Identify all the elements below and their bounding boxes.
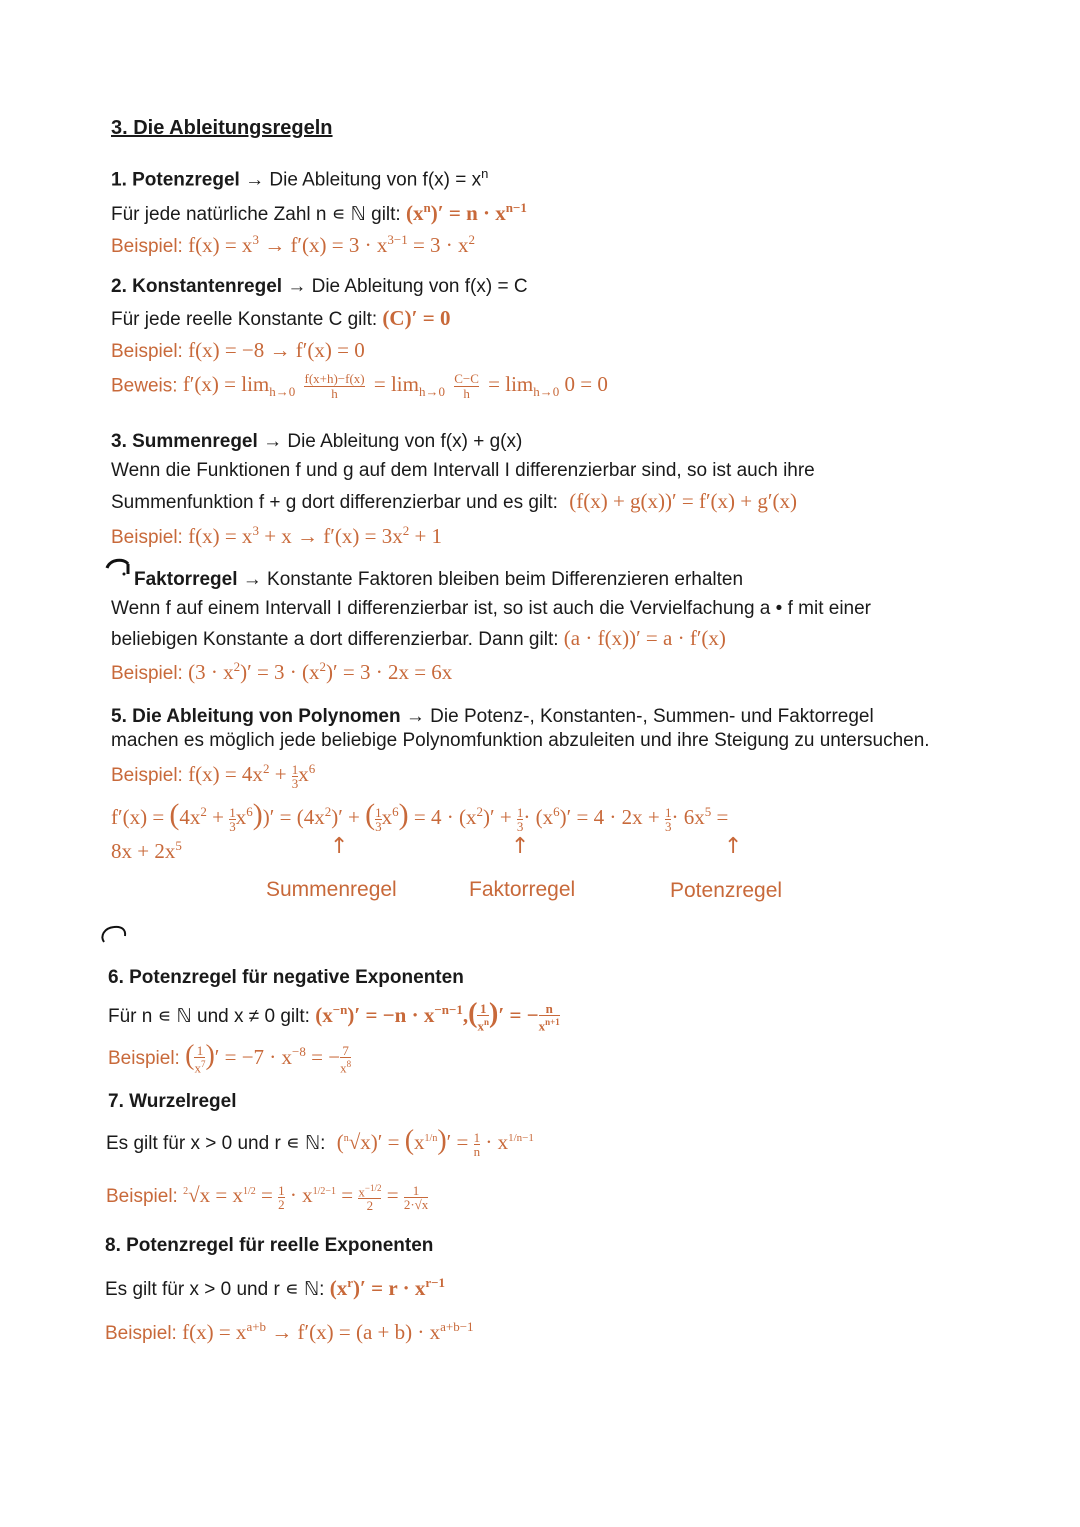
- handwritten-four-mark: [104, 556, 134, 578]
- rule4-example: [111, 655, 452, 686]
- rule8-example: [105, 1315, 474, 1346]
- rule7-title: 7. Wurzelregel: [108, 1091, 237, 1112]
- rule4-text-1: Wenn f auf einem Intervall I differenzierbar ist, so ist auch die Vervielfachung a • f mit einer: [111, 598, 871, 619]
- rule5-result: $8x + 2x^5$: [111, 838, 182, 863]
- example-label: Beispiel:: [105, 1323, 177, 1344]
- rule3-text-2: Summenfunktion f + g dort differenzierbar und es gilt:: [111, 492, 558, 513]
- rule1-desc: Die Ableitung von f(x) = x: [269, 169, 482, 191]
- label-potenzregel: Potenzregel: [670, 879, 783, 902]
- rule7-statement: [106, 1126, 534, 1160]
- example-label: Beispiel:: [111, 765, 183, 786]
- rule6-example-formula: ( $\frac{1}{x^7}$ )′ = $-7 \cdot x^{-8}$ = − $\frac{7}{x^8}$: [185, 1040, 352, 1076]
- rule8-text: Es gilt für x > 0 und r ∊ ℕ:: [105, 1279, 325, 1300]
- rule8-formula: $(x^r)' = r \cdot x^{r-1}$: [329, 1275, 446, 1300]
- rule2-formula: (C)′ = 0: [382, 306, 451, 330]
- label-faktorregel: Faktorregel: [469, 878, 576, 901]
- example-label: Beispiel:: [108, 1048, 180, 1069]
- rule2-text: Für jede reelle Konstante C gilt:: [111, 309, 378, 330]
- rule2-heading: [111, 275, 528, 299]
- rule5-title: 5. Die Ableitung von Polynomen: [111, 706, 401, 727]
- rule6-statement: [108, 998, 560, 1032]
- arrow: →: [245, 169, 265, 191]
- rule3-desc: Die Ableitung von f(x) + g(x): [287, 431, 523, 452]
- rule2-title: 2. Konstantenregel: [111, 276, 283, 297]
- rule1-text: Für jede natürliche Zahl n ∊ ℕ gilt:: [111, 204, 401, 225]
- rule6-formula: $(x^{-n})' = -n \cdot x^{-n-1}$,( $\frac{1}{x^n}$ )′ = − $\frac{n}{x^{n+1}}$: [315, 998, 560, 1034]
- rule2-proof: [111, 372, 608, 412]
- rule5-heading: [111, 705, 874, 729]
- rule4-example-formula: $(3 \cdot x^2)' = 3 \cdot (x^2)' = 3 \cdot 2x = 6x$: [188, 659, 453, 684]
- rule1-example: [111, 228, 475, 259]
- rule8-example-formula: $f(x) = x^{a+b} \to f'(x) = (a + b) \cdot x^{a+b-1}$: [182, 1319, 474, 1344]
- rule4-title: Faktorregel: [134, 569, 238, 590]
- rule7-text: Es gilt für x > 0 und r ∊ ℕ:: [106, 1133, 326, 1154]
- arrow: →: [287, 276, 307, 297]
- rule7-example: [106, 1180, 428, 1216]
- rule7-example-formula: $^2√x = x^{1/2}$ = $\frac{1}{2}$ · $x^{1/2-1}$ = $\frac{x^{-1/2}}{2}$ = $\frac{1}{2\cdot√x}$: [183, 1182, 429, 1214]
- arrow: →: [242, 569, 262, 590]
- arrow: →: [263, 431, 283, 452]
- proof-label: Beweis:: [111, 375, 178, 397]
- example-label: Beispiel:: [111, 236, 183, 257]
- rule1-formula: $(x^n)' = n \cdot x^{n-1}$: [406, 200, 527, 225]
- rule2-statement: [111, 306, 450, 332]
- rule5-text: machen es möglich jede beliebige Polynomfunktion abzuleiten und ihre Steigung zu untersuchen.: [111, 730, 930, 751]
- example-label: Beispiel:: [111, 341, 183, 362]
- rule1-statement: [111, 196, 527, 227]
- up-arrow-sum: ↑: [330, 834, 349, 859]
- arrow: →: [405, 706, 425, 727]
- rule3-formula: (f(x) + g(x))′ = f′(x) + g′(x): [569, 489, 797, 513]
- example-label: Beispiel:: [111, 527, 183, 548]
- proof-formula: $f'(x) = \lim_{h\to 0}$ $\frac{f(x+h)-f(x)}{h}$ = $\lim_{h\to 0}$ $\frac{C-C}{h}$ = $\lim_{h\to 0} 0 = 0$: [182, 371, 608, 401]
- rule3-statement: [111, 489, 797, 515]
- rule8-statement: [105, 1271, 445, 1302]
- rule4-text-2: beliebigen Konstante a dort differenzierbar. Dann gilt:: [111, 629, 559, 650]
- example-label: Beispiel:: [106, 1186, 178, 1207]
- rule2-example: [111, 338, 365, 364]
- section-title: 3. Die Ableitungsregeln: [111, 117, 333, 139]
- rule5-example: [111, 757, 315, 791]
- rule3-heading: [111, 430, 522, 454]
- rule5-desc: Die Potenz-, Konstanten-, Summen- und Faktorregel: [430, 706, 874, 727]
- rule4-desc: Konstante Faktoren bleiben beim Differenzieren erhalten: [267, 569, 744, 590]
- up-arrow-power: ↑: [724, 834, 743, 859]
- example-label: Beispiel:: [111, 663, 183, 684]
- rule4-statement: [111, 626, 726, 652]
- rule2-example-formula: f(x) = −8 → f′(x) = 0: [188, 338, 365, 362]
- rule6-text: Für n ∊ ℕ und x ≠ 0 gilt:: [108, 1006, 310, 1027]
- rule2-desc: Die Ableitung von f(x) = C: [311, 276, 528, 297]
- rule1-title: 1. Potenzregel: [111, 169, 240, 191]
- rule4-formula: (a · f(x))′ = a · f′(x): [563, 626, 726, 650]
- rule7-formula: $(^n√x)' = (x^{1/n})'$ = $\frac{1}{n}$ · $x^{1/n-1}$: [336, 1125, 534, 1159]
- rule3-example: [111, 519, 442, 550]
- rule5-example-formula: $f(x) = 4x^2$ + $\frac{1}{3}$ $x^6$: [188, 761, 316, 791]
- rule5-derivation: $f'(x) = (4x^2$ + $\frac{1}{3}$ $x^6))' = (4x^2)'$ + ( $\frac{1}{3}$ $x^6) = 4 \cdot (x^2)'$ + $\frac{1}{3}$ · $(x^6)' = 4 \cdot 2x$ + $\frac{1}{3}$ · $6x^5$ =: [111, 798, 729, 834]
- exp: n: [481, 166, 489, 181]
- rule3-title: 3. Summenregel: [111, 431, 258, 452]
- label-summenregel: Summenregel: [266, 878, 397, 901]
- rule1-heading: [111, 162, 488, 192]
- rule3-text-1: Wenn die Funktionen f und g auf dem Intervall I differenzierbar sind, so ist auch ihre: [111, 460, 815, 481]
- up-arrow-factor: ↑: [511, 834, 530, 859]
- rule3-example-formula: $f(x) = x^3 + x \to f'(x) = 3x^2 + 1$: [188, 523, 443, 548]
- rule6-title: 6. Potenzregel für negative Exponenten: [108, 967, 464, 988]
- rule8-title: 8. Potenzregel für reelle Exponenten: [105, 1235, 434, 1256]
- rule6-example: [108, 1040, 351, 1074]
- handwritten-hook-mark: [96, 920, 132, 952]
- rule4-heading: [134, 568, 743, 592]
- rule1-example-formula: $f(x) = x^3 \to f'(x) = 3 \cdot x^{3-1} = 3 \cdot x^2$: [188, 232, 476, 257]
